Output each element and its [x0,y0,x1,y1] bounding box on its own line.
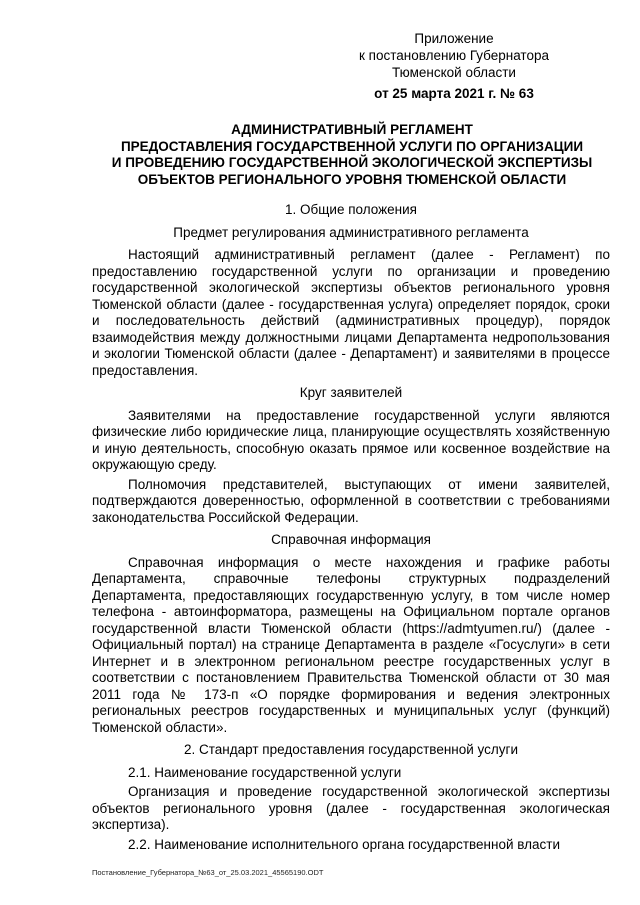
appendix-date-number: от 25 марта 2021 г. № 63 [374,86,534,101]
paragraph: Полномочия представителей, выступающих от имени заявителей, подтверждаются доверенностью, оформленной в соответствии с требованиями законодательства Российской Федерации. [92,476,610,525]
section-heading: 1. Общие положения [285,202,417,217]
title-line: И ПРОВЕДЕНИЮ ГОСУДАРСТВЕННОЙ ЭКОЛОГИЧЕСКОЙ ЭКСПЕРТИЗЫ [111,155,593,170]
appendix-line: Тюменской области [392,65,516,80]
appendix-line: Приложение [414,31,494,46]
subsection-heading: Предмет регулирования административного регламента [173,224,529,240]
item-heading: 2.1. Наименование государственной услуги [128,764,402,780]
paragraph: Заявителями на предоставление государственной услуги являются физические либо юридические лица, планирующие осуществлять хозяйственную и иную деятельность, способную оказать прямое или косвенное воздействие на окружающую среду. [92,407,610,472]
title-line: АДМИНИСТРАТИВНЫЙ РЕГЛАМЕНТ [231,122,473,137]
appendix-line: к постановлению Губернатора [359,48,549,63]
title-line: ПРЕДОСТАВЛЕНИЯ ГОСУДАРСТВЕННОЙ УСЛУГИ ПО ОРГАНИЗАЦИИ [120,138,584,154]
subsection-heading: Круг заявителей [299,385,403,400]
paragraph: Организация и проведение государственной экологической экспертизы объектов регионального уровня (далее - государственная экологическая экспертиза). [92,784,610,832]
section-heading: 2. Стандарт предоставления государственной услуги [184,742,518,757]
paragraph: Настоящий административный регламент (далее - Регламент) по предоставлению государственной услуги по организации и проведению государственной экологической экспертизы объектов регионального уровня Тюменской области (далее - государственная услуга) определяет порядок, сроки и последовательность действий (административных процедур), порядок взаимодействия между должностными лицами Департамента недропользования и экологии Тюменской области (далее - Департамент) и заявителями в процессе предоставления. [92,247,610,378]
paragraph: Справочная информация о месте нахождения и графике работы Департамента, справочные телефоны структурных подразделений Департамента, предоставляющих государственную услугу, в том числе номер телефона - автоинформатора, размещены на Официальном портале органов государственной власти Тюменской области (https://admtyumen.ru/) (далее - Официальный портал) на странице Департамента в разделе «Госуслуги» в сети Интернет и в электронном региональном реестре государственных услуг в соответствии с постановлением Правительства Тюменской области от 30 мая 2011 года № 173-п «О порядке формирования и ведения электронных региональных реестров государственных и муниципальных услуг (функций) Тюменской области». [92,554,610,735]
item-heading: 2.2. Наименование исполнительного органа государственной власти [128,836,560,852]
appendix-block [324,30,584,102]
subsection-heading: Справочная информация [271,532,431,547]
document-title [92,122,612,188]
title-line: ОБЪЕКТОВ РЕГИОНАЛЬНОГО УРОВНЯ ТЮМЕНСКОЙ ОБЛАСТИ [137,171,567,187]
document-body [92,202,610,859]
file-footer: Постановление_Губернатора_№63_от_25.03.2021_45565190.ODT [92,868,324,877]
